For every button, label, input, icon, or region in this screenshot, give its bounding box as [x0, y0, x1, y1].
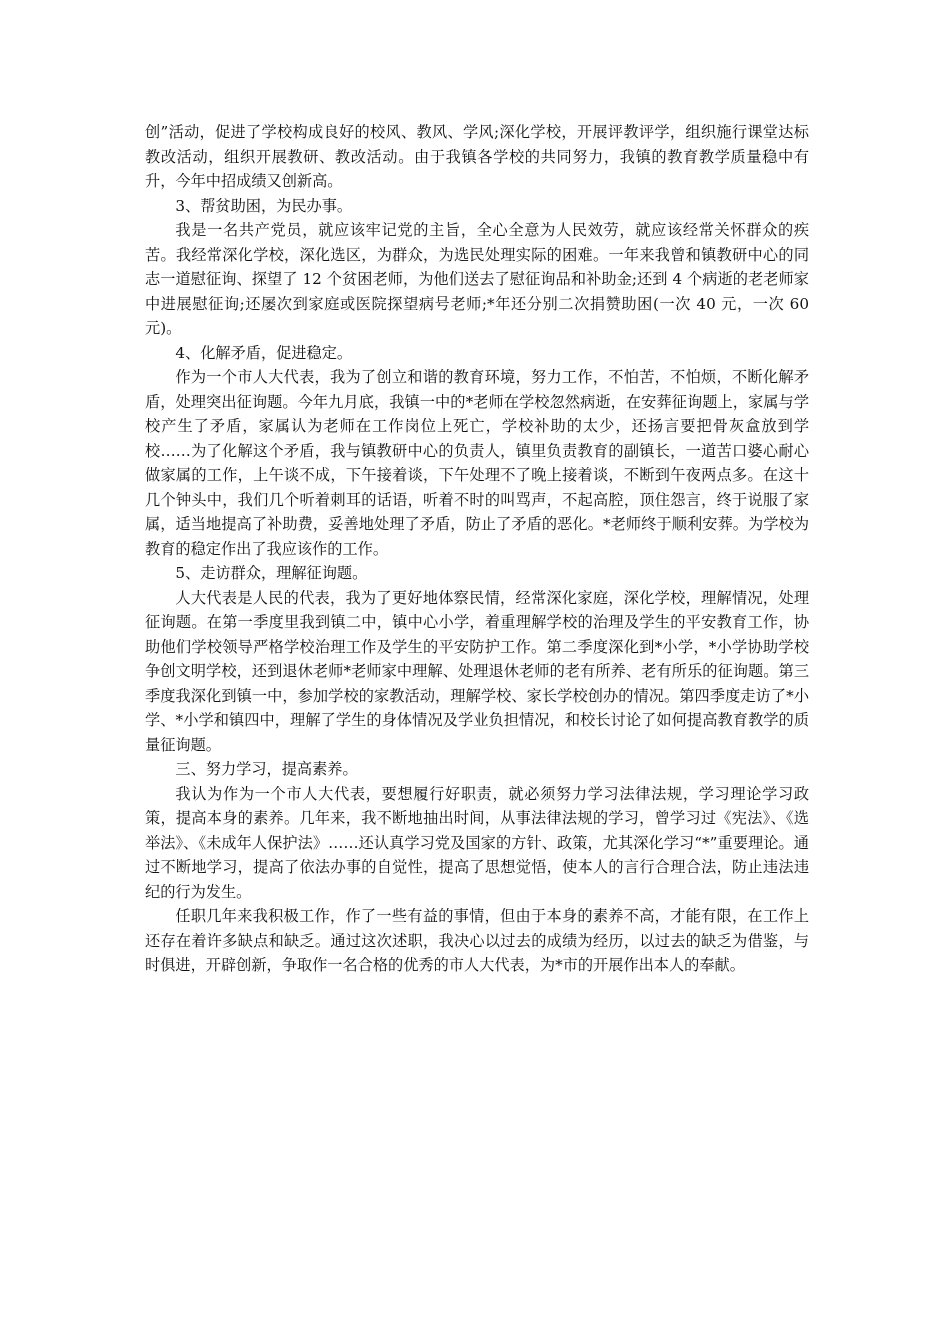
document-page [145, 120, 809, 978]
paragraph-body: 作为一个市人大代表，我为了创立和谐的教育环境，努力工作，不怕苦，不怕烦，不断化解矛盾，处理突出征询题。今年九月底，我镇一中的*老师在学校忽然病逝，在安葬征询题上，家属与学校产生了矛盾，家属认为老师在工作岗位上死亡，学校补助的太少，还扬言要把骨灰盒放到学校……为了化解这个矛盾，我与镇教研中心的负责人，镇里负责教育的副镇长，一道苦口婆心耐心做家属的工作，上午谈不成，下午接着谈，下午处理不了晚上接着谈，不断到午夜两点多。在这十几个钟头中，我们几个听着刺耳的话语，听着不时的叫骂声，不起高腔，顶住怨言，终于说服了家属，适当地提高了补助费，妥善地处理了矛盾，防止了矛盾的恶化。*老师终于顺利安葬。为学校为教育的稳定作出了我应该作的工作。 [145, 368, 809, 558]
paragraph-body: 人大代表是人民的代表，我为了更好地体察民情，经常深化家庭，深化学校，理解情况，处理征询题。在第一季度里我到镇二中，镇中心小学，着重理解学校的治理及学生的平安教育工作，协助他们学校领导严格学校治理工作及学生的平安防护工作。第二季度深化到*小学，*小学协助学校争创文明学校，还到退休老师*老师家中理解、处理退休老师的老有所养、老有所乐的征询题。第三季度我深化到镇一中，参加学校的家教活动，理解学校、家长学校创办的情况。第四季度走访了*小学、*小学和镇四中，理解了学生的身体情况及学业负担情况，和校长讨论了如何提高教育教学的质量征询题。 [145, 588, 809, 754]
section-heading-3: 3、帮贫助困，为民办事。 [175, 196, 353, 215]
paragraph-continuation: 创”活动，促进了学校构成良好的校风、教风、学风;深化学校，开展评教评学，组织施行课堂达标教改活动，组织开展教研、教改活动。由于我镇各学校的共同努力，我镇的教育教学质量稳中有升，今年中招成绩又创新高。 [145, 123, 809, 190]
section-heading-5: 5、走访群众，理解征询题。 [175, 564, 368, 582]
paragraph-body: 我认为作为一个市人大代表，要想履行好职责，就必须努力学习法律法规，学习理论学习政策，提高本身的素养。几年来，我不断地抽出时间，从事法律法规的学习，曾学习过《宪法》、《选举法》、《未成年人保护法》……还认真学习党及国家的方针、政策，尤其深化学习“*”重要理论。通过不断地学习，提高了依法办事的自觉性，提高了思想觉悟，使本人的言行合理合法，防止违法违纪的行为发生。 [145, 784, 809, 901]
section-heading-three: 三、努力学习，提高素养。 [175, 760, 358, 778]
paragraph-body: 我是一名共产党员，就应该牢记党的主旨，全心全意为人民效劳，就应该经常关怀群众的疾苦。我经常深化学校，深化选区，为群众，为选民处理实际的困难。一年来我曾和镇教研中心的同志一道慰征询、探望了 12 个贫困老师，为他们送去了慰征询品和补助金;还到 4 个病逝的老老师家中进展慰征询;还屡次到家庭或医院探望病号老师;*年还分别二次捐赞助困(一次 40 元，一次 60 元)。 [145, 221, 809, 337]
paragraph-conclusion: 任职几年来我积极工作，作了一些有益的事情，但由于本身的素养不高，才能有限，在工作上还存在着许多缺点和缺乏。通过这次述职，我决心以过去的成绩为经历，以过去的缺乏为借鉴，与时俱进，开辟创新，争取作一名合格的优秀的市人大代表，为*市的开展作出本人的奉献。 [145, 907, 809, 974]
section-heading-4: 4、化解矛盾，促进稳定。 [175, 343, 353, 362]
